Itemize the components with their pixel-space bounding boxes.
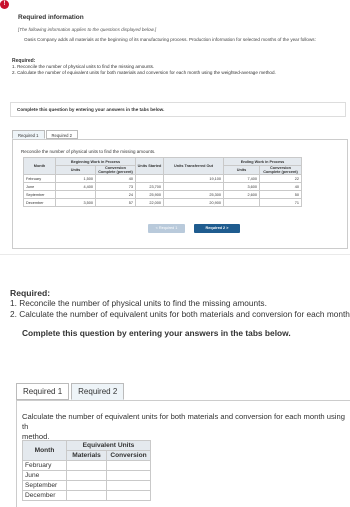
- tab-required-1-large[interactable]: Required 1: [16, 383, 69, 400]
- conversion-input[interactable]: [107, 481, 151, 491]
- end-conversion-cell: 40: [260, 183, 302, 191]
- beg-conversion-cell: 57: [96, 199, 136, 207]
- conversion-input[interactable]: [107, 461, 151, 471]
- col-units-started: Units Started: [136, 158, 164, 175]
- units-started-cell: 22,000: [136, 199, 164, 207]
- materials-input[interactable]: [67, 461, 107, 471]
- table-row: [23, 491, 151, 501]
- table-row: [23, 471, 151, 481]
- end-conversion-cell: 22: [260, 175, 302, 183]
- end-units-cell: 2,600: [224, 191, 260, 199]
- group-beginning-wip: Beginning Work in Process: [56, 158, 136, 166]
- materials-input[interactable]: [67, 471, 107, 481]
- col-beg-conversion: Conversion Complete (percent): [96, 166, 136, 175]
- units-transferred-cell: 19,100: [164, 175, 224, 183]
- equivalent-units-table: [22, 440, 151, 501]
- end-conversion-cell: 50: [260, 191, 302, 199]
- tab-required-2-large[interactable]: Required 2: [71, 383, 124, 400]
- end-conversion-cell: 71: [260, 199, 302, 207]
- complete-instruction-large: Complete this question by entering your answers in the tabs below.: [22, 328, 291, 338]
- required-1-panel: [12, 139, 348, 249]
- beg-conversion-cell: 40: [96, 175, 136, 183]
- col-month: Month: [24, 158, 56, 175]
- beg-units-cell: 1,500: [56, 175, 96, 183]
- beg-conversion-cell: 24: [96, 191, 136, 199]
- beg-units-cell: 3,500: [56, 199, 96, 207]
- complete-instruction: Complete this question by entering your answers in the tabs below.: [17, 107, 165, 112]
- month-cell: February: [24, 175, 56, 183]
- end-units-input[interactable]: [224, 199, 260, 207]
- beg-units-input[interactable]: [56, 191, 96, 199]
- tab-required-1[interactable]: Required 1: [12, 130, 45, 139]
- beg-conversion-cell: 73: [96, 183, 136, 191]
- beg-units-cell: 4,400: [56, 183, 96, 191]
- materials-input[interactable]: [67, 491, 107, 501]
- month-cell: September: [23, 481, 67, 491]
- units-started-input[interactable]: [136, 175, 164, 183]
- units-transferred-input[interactable]: [164, 183, 224, 191]
- table-row: [23, 481, 151, 491]
- col-end-units: Units: [224, 166, 260, 175]
- required-item-2-large: 2. Calculate the number of equivalent units for both materials and conversion for each month: [10, 308, 350, 319]
- next-required-button[interactable]: Required 2 >: [194, 224, 240, 233]
- instruction-line-2: method.: [22, 432, 50, 441]
- problem-info-panel: [4, 4, 348, 252]
- complete-instruction-box: [10, 102, 346, 117]
- applies-note: [The following information applies to the questions displayed below.]: [18, 27, 157, 32]
- required-item-2: 2. Calculate the number of equivalent units for both materials and conversion for each month using the weighted-average method.: [12, 70, 276, 75]
- reconcile-instruction: Reconcile the number of physical units to find the missing amounts.: [21, 149, 156, 154]
- required-list: [12, 64, 348, 76]
- bottom-tab-bar: [16, 383, 126, 400]
- month-cell: June: [23, 471, 67, 481]
- month-cell: June: [24, 183, 56, 191]
- end-units-cell: 7,400: [224, 175, 260, 183]
- required-list-large: [10, 298, 350, 319]
- group-ending-wip: Ending Work in Process: [224, 158, 302, 166]
- problem-intro: Oasis Company adds all materials at the beginning of its manufacturing process. Production information for selected months of the year follows:: [24, 37, 316, 42]
- conversion-input[interactable]: [107, 471, 151, 481]
- col-month-large: Month: [23, 441, 67, 461]
- month-cell: September: [24, 191, 56, 199]
- end-units-cell: 3,600: [224, 183, 260, 191]
- materials-input[interactable]: [67, 481, 107, 491]
- month-cell: December: [23, 491, 67, 501]
- required-item-1-large: 1. Reconcile the number of physical units to find the missing amounts.: [10, 298, 267, 308]
- tab-required-2[interactable]: Required 2: [46, 130, 79, 139]
- month-cell: December: [24, 199, 56, 207]
- col-units-transferred: Units Transferred Out: [164, 158, 224, 175]
- equivalent-units-instruction: [22, 412, 348, 442]
- col-conversion: Conversion: [107, 451, 151, 461]
- required-title-large: Required:: [10, 288, 51, 298]
- conversion-input[interactable]: [107, 491, 151, 501]
- col-beg-units: Units: [56, 166, 96, 175]
- table-row: [24, 191, 302, 199]
- month-cell: February: [23, 461, 67, 471]
- required-item-1: 1. Reconcile the number of physical units to find the missing amounts.: [12, 64, 155, 69]
- units-transferred-cell: 25,300: [164, 191, 224, 199]
- required-title: Required:: [12, 58, 36, 64]
- required-information-heading: Required information: [18, 14, 84, 21]
- reconciliation-table: [23, 157, 302, 207]
- group-equivalent-units: Equivalent Units: [67, 441, 151, 451]
- units-transferred-cell: 20,900: [164, 199, 224, 207]
- table-row: [24, 175, 302, 183]
- prev-required-button[interactable]: < Required 1: [148, 224, 185, 233]
- table-row: [24, 183, 302, 191]
- section-divider: [0, 254, 350, 255]
- col-end-conversion: Conversion Complete (percent): [260, 166, 302, 175]
- table-row: [23, 461, 151, 471]
- top-tab-bar: [12, 130, 79, 139]
- instruction-line-1: Calculate the number of equivalent units for both materials and conversion for each month using th: [22, 412, 345, 431]
- table-row: [24, 199, 302, 207]
- col-materials: Materials: [67, 451, 107, 461]
- units-started-cell: 25,900: [136, 191, 164, 199]
- info-badge: !: [0, 0, 9, 9]
- units-started-cell: 23,700: [136, 183, 164, 191]
